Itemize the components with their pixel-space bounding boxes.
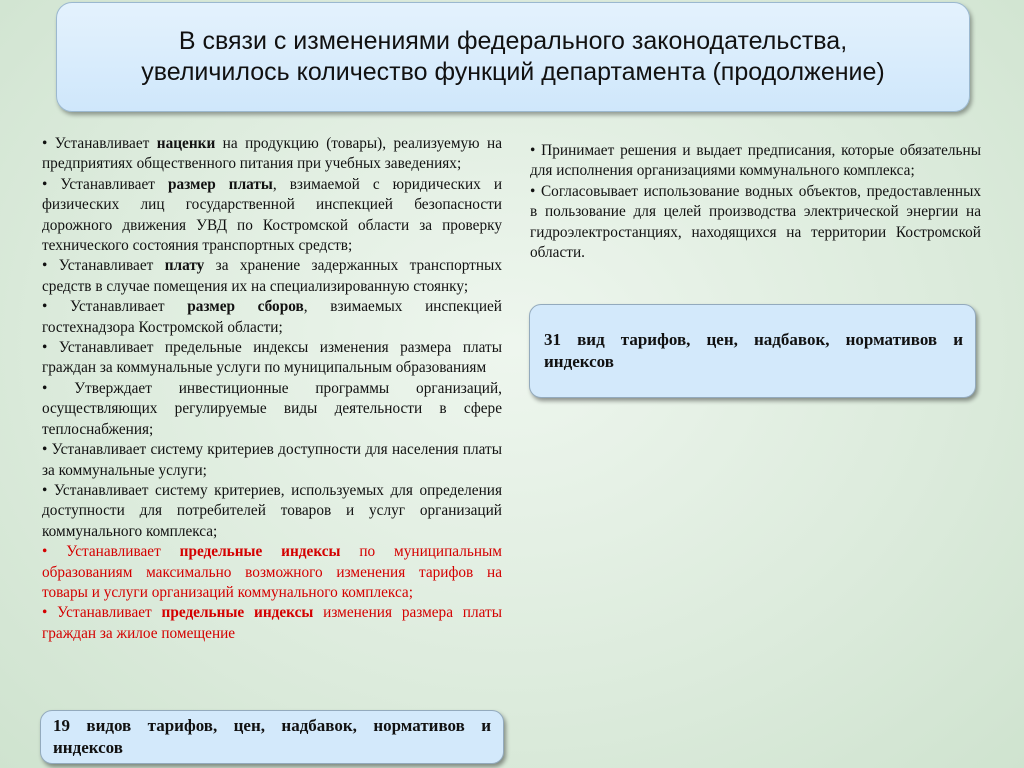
list-item: • Устанавливает систему критериев, используемых для определения доступности для потребителей товаров и услуг организаций коммунального комплекса; (42, 481, 502, 540)
list-item: • Принимает решения и выдает предписания, которые обязательны для исполнения организациями коммунального комплекса; (530, 142, 981, 180)
title-line-2: увеличилось количество функций департамента (продолжение) (141, 58, 885, 86)
left-summary-text: 19 видов тарифов, цен, надбавок, нормативов и индексов (53, 716, 491, 757)
list-item: • Устанавливает размер сборов, взимаемых инспекцией гостехнадзора Костромской области; (42, 298, 502, 336)
list-item: • Согласовывает использование водных объектов, предоставленных в пользование для целей производства электрической энергии на гидроэлектростанциях, находящихся на территории Костромской области. (530, 182, 981, 262)
right-summary-box (529, 304, 976, 398)
title-line-1: В связи с изменениями федерального законодательства, (178, 27, 848, 55)
page-title (141, 26, 885, 88)
list-item: • Устанавливает систему критериев доступности для населения платы за коммунальные услуги; (42, 441, 502, 479)
list-item: • Устанавливает плату за хранение задержанных транспортных средств в случае помещения их на специализированную стоянку; (42, 257, 502, 295)
list-item: • Устанавливает наценки на продукцию (товары), реализуемую на предприятиях общественного питания при учебных заведениях; (42, 135, 502, 173)
list-item: • Устанавливает размер платы, взимаемой с юридических и физических лиц государственной инспекцией безопасности дорожного движения УВД по Костромской области за проверку технического состояния транспортных средств; (42, 175, 503, 255)
list-item: • Утверждает инвестиционные программы организаций, осуществляющих регулируемые виды деятельности в сфере теплоснабжения; (42, 379, 502, 438)
right-summary-text: 31 вид тарифов, цен, надбавок, нормативов и индексов (544, 330, 963, 371)
left-summary-box (40, 710, 504, 764)
list-item: • Устанавливает предельные индексы изменения размера платы граждан за коммунальные услуги по муниципальным образованиям (42, 339, 502, 377)
left-column (42, 134, 502, 644)
list-item-highlighted: • Устанавливает предельные индексы по муниципальным образованиям максимально возможного изменения тарифов на товары и услуги организаций коммунального комплекса; (42, 543, 502, 601)
list-item-highlighted: • Устанавливает предельные индексы изменения размера платы граждан за жилое помещение (42, 604, 502, 642)
title-box (56, 2, 970, 112)
right-column (530, 141, 981, 263)
